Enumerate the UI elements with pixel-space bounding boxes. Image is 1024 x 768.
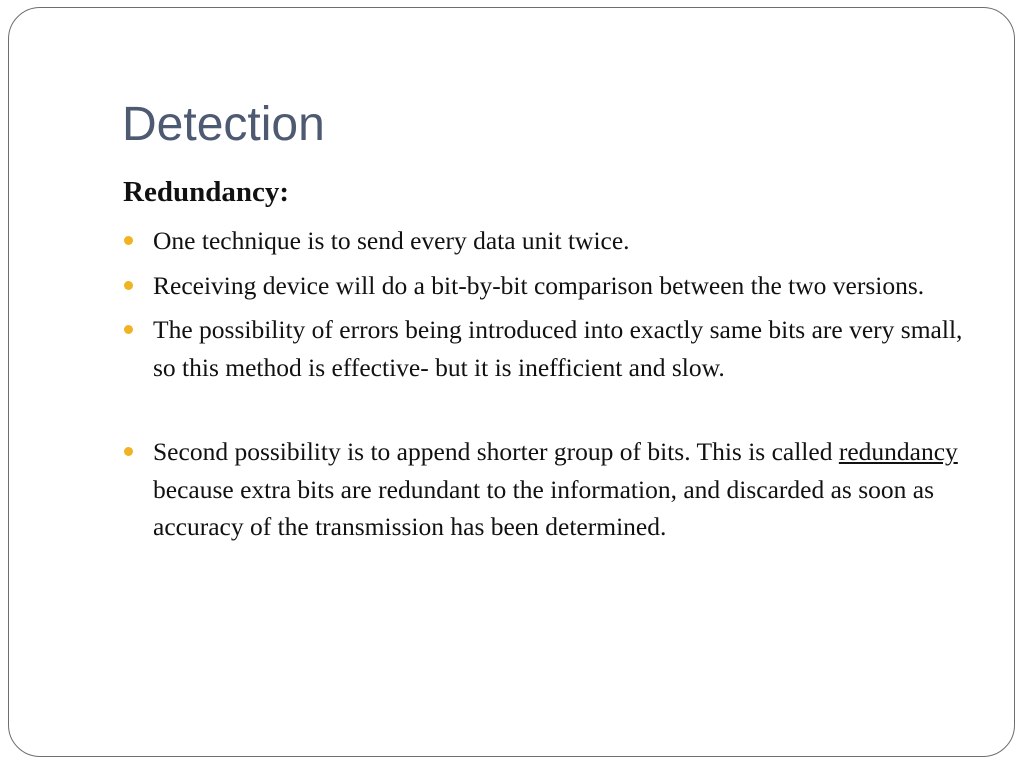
bullet-text: One technique is to send every data unit twice. — [153, 226, 630, 255]
bullet-dot-icon — [124, 447, 133, 456]
bullet-dot-icon — [124, 325, 133, 334]
bullet-item — [123, 267, 973, 305]
bullet-item — [123, 433, 973, 546]
slide-frame — [8, 7, 1015, 757]
bullet-list — [123, 222, 973, 553]
underlined-term: redundancy — [838, 437, 958, 466]
bullet-dot-icon — [124, 281, 133, 290]
bullet-text-after: because extra bits are redundant to the information, and discarded as soon as accuracy of the transmission has been determined. — [153, 474, 935, 541]
bullet-text-before: Second possibility is to append shorter group of bits. This is called — [153, 437, 839, 466]
bullet-text: The possibility of errors being introduced into exactly same bits are very small, so this method is effective- but it is inefficient and slow. — [153, 315, 963, 382]
bullet-item — [123, 311, 973, 386]
section-heading: Redundancy: — [123, 176, 289, 208]
bullet-text: Receiving device will do a bit-by-bit comparison between the two versions. — [153, 270, 925, 300]
bullet-dot-icon — [124, 236, 133, 245]
bullet-item — [123, 222, 973, 260]
slide-title: Detection — [122, 98, 325, 151]
